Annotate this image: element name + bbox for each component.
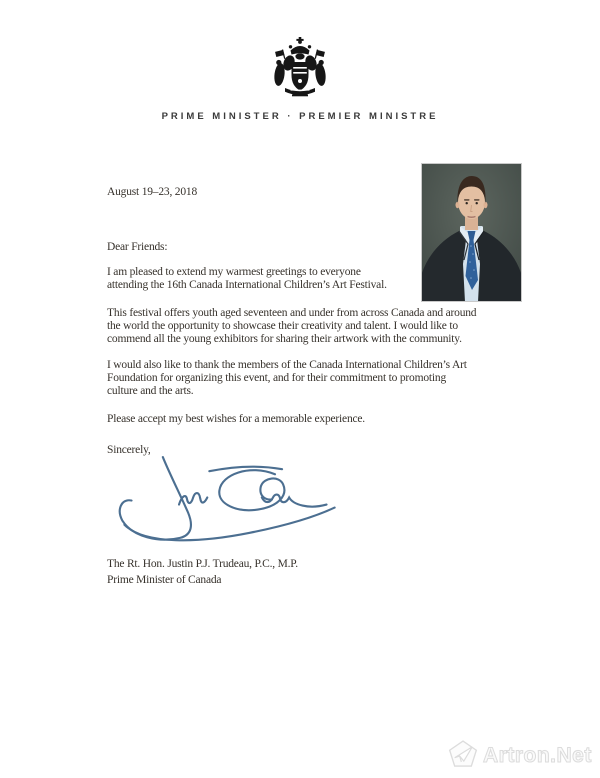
signatory-title: Prime Minister of Canada: [107, 574, 222, 586]
letter-paragraph: This festival offers youth aged seventeen and under from across Canada and around the world the opportunity to showcase their creativity and talent. I would like to commend all the young exhibitors for sharing their artwork with the community.: [107, 307, 477, 345]
letter-date: August 19–23, 2018: [107, 186, 198, 198]
letter-salutation: Dear Friends:: [107, 241, 168, 253]
trudeau-signature-image: [108, 452, 346, 548]
letter-paragraph: I would also like to thank the members of the Canada International Children’s Art Foundation for organizing this event, and for their commitment to promoting culture and the arts.: [107, 359, 467, 397]
trudeau-portrait-photo: [421, 163, 522, 302]
letter-paragraph: Please accept my best wishes for a memorable experience.: [107, 413, 365, 425]
signatory-name: The Rt. Hon. Justin P.J. Trudeau, P.C., M.P.: [107, 558, 298, 570]
watermark-text: Artron.Net: [483, 744, 592, 767]
signatory-block: [107, 556, 298, 588]
canada-coat-of-arms-icon: [272, 37, 328, 99]
letter-closing: Sincerely,: [107, 444, 151, 456]
artron-logo-icon: [448, 740, 478, 773]
artron-watermark: [448, 740, 592, 772]
letterhead-title: PRIME MINISTER · PREMIER MINISTRE: [161, 111, 439, 122]
letter-paragraph: I am pleased to extend my warmest greetings to everyone attending the 16th Canada International Children’s Art Festival.: [107, 266, 387, 291]
